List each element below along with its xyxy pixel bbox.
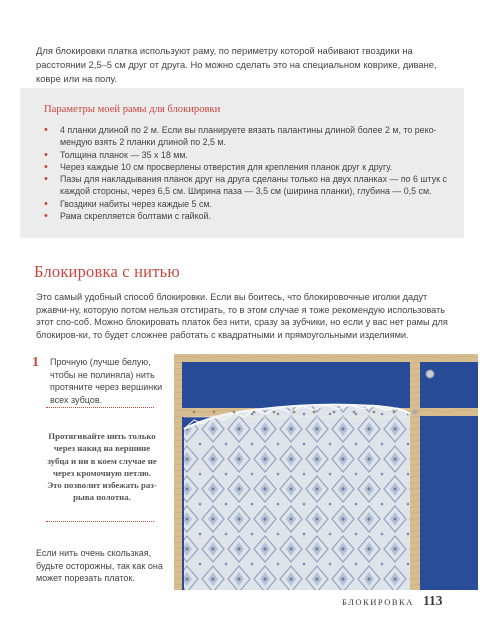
section-title: Блокировка с нитью bbox=[34, 262, 180, 281]
blocking-photo-illustration bbox=[174, 354, 478, 590]
page-number: 113 bbox=[423, 593, 443, 608]
list-item: • Через каждые 10 см просверлены отверстия для крепления планок друг к другу. bbox=[44, 161, 454, 173]
frame-parameters-title: Параметры моей рамы для блокировки bbox=[44, 104, 221, 115]
intro-paragraph: Для блокировки платка используют раму, по периметру которой набивают гвоздики на расстоянии 2,5–5 см друг от друга. Но можно сделать это на специальном коврике, диване, ковре или на полу. bbox=[36, 45, 437, 84]
tip-text: Протягивайте нить только через накид на вершине зубца и ни в коем случае не через кромочную петлю. Это позволит избежать раз-рыва полотна. bbox=[47, 431, 157, 503]
frame-parameters-list bbox=[44, 124, 454, 222]
list-item: • 4 планки длиной по 2 м. Если вы планируете вязать палантины длиной более 2 м, то реко-мендую взять 2 планки длиной по 2,5 м. bbox=[44, 124, 454, 149]
list-item: • Толщина планок — 35 х 18 мм. bbox=[44, 149, 454, 161]
list-item: • Гвоздики набиты через каждые 5 см. bbox=[44, 198, 454, 210]
footer-label: БЛОКИРОВКА bbox=[342, 597, 414, 607]
step-number: 1 bbox=[32, 355, 39, 370]
list-item: • Рама скрепляется болтами с гайкой. bbox=[44, 210, 454, 222]
step-text: Прочную (лучше белую, чтобы не полиняла) нить протяните через вершинки всех зубцов. bbox=[50, 357, 163, 405]
list-item: • Пазы для накладывания планок друг на друга сделаны только на двух планках — по 6 штук с каждой стороны, через 6,5 см. Ширина паза — 3,5 см (ширина планки), глубина — 0,5 см. bbox=[44, 173, 454, 198]
tip-bottom-divider bbox=[46, 521, 154, 522]
tip-top-divider bbox=[46, 407, 154, 408]
blocking-photo bbox=[174, 354, 478, 590]
note-text: Если нить очень скользкая, будьте осторожны, так как она может порезать платок. bbox=[36, 548, 163, 584]
section-body: Это самый удобный способ блокировки. Если вы боитесь, что блокировочные иголки дадут ржавчи-ну, которую потом нельзя отстирать, то в этом случае я тоже рекомендую использовать этот спо-соб. Можно блокировать платок без нити, сразу за зубчики, но если у вас нет рамы для блокиров-ки, то будет сложнее работать с квадратными и прямоугольными изделиями. bbox=[36, 292, 448, 340]
